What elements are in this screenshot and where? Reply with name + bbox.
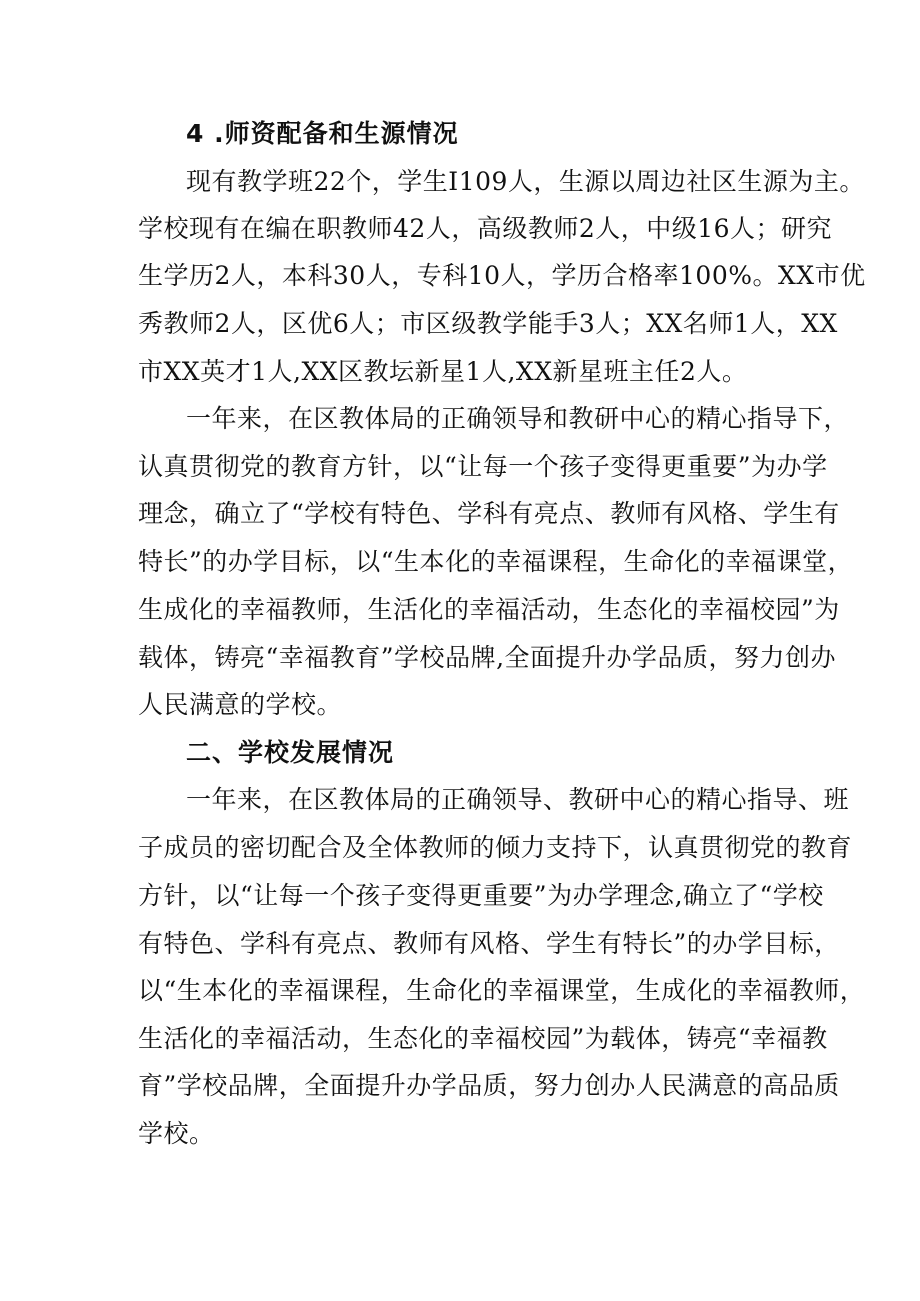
paragraph-line: 一年来，在区教体局的正确领导、教研中心的精心指导、班 (186, 785, 850, 814)
paragraph-line: 秀教师2人，区优6人；市区级教学能手3人；XX名师1人，XX (138, 309, 838, 338)
paragraph-line: 一年来，在区教体局的正确领导和教研中心的精心指导下， (186, 404, 850, 433)
paragraph-line: 生活化的幸福活动，生态化的幸福校园”为载体，铸亮“幸福教 (138, 1024, 828, 1053)
paragraph-line: 认真贯彻党的教育方针，以“让每一个孩子变得更重要”为办学 (138, 452, 828, 481)
paragraph-line: 育”学校品牌，全面提升办学品质，努力创办人民满意的高品质 (138, 1071, 840, 1100)
paragraph-line: 生学历2人，本科30人，专科10人，学历合格率100%。XX市优 (138, 261, 866, 290)
paragraph-line: 方针，以“让每一个孩子变得更重要”为办学理念,确立了“学校 (138, 881, 824, 910)
paragraph-line: 生成化的幸福教师，生活化的幸福活动，生态化的幸福校园”为 (138, 595, 840, 624)
paragraph-line: 学校。 (138, 1119, 215, 1148)
paragraph-line: 以“生本化的幸福课程，生命化的幸福课堂，生成化的幸福教师， (138, 976, 866, 1005)
section-heading: 4 .师资配备和生源情况 (186, 119, 459, 148)
paragraph-line: 载体，铸亮“幸福教育”学校品牌,全面提升办学品质，努力创办 (138, 643, 837, 672)
paragraph-line: 学校现有在编在职教师42人，高级教师2人，中级16人；研究 (138, 214, 833, 243)
paragraph-line: 有特色、学科有亮点、教师有风格、学生有特长”的办学目标， (138, 929, 840, 958)
paragraph-line: 特长”的办学目标，以“生本化的幸福课程，生命化的幸福课堂， (138, 547, 854, 576)
paragraph-line: 现有教学班22个，学生I109人，生源以周边社区生源为主。 (186, 167, 865, 196)
paragraph-line: 子成员的密切配合及全体教师的倾力支持下，认真贯彻党的教育 (138, 833, 853, 862)
section-heading: 二、学校发展情况 (186, 738, 395, 767)
paragraph-line: 市XX英才1人,XX区教坛新星1人,XX新星班主任2人。 (138, 357, 748, 386)
paragraph-line: 理念，确立了“学校有特色、学科有亮点、教师有风格、学生有 (138, 499, 840, 528)
paragraph-line: 人民满意的学校。 (138, 690, 343, 719)
